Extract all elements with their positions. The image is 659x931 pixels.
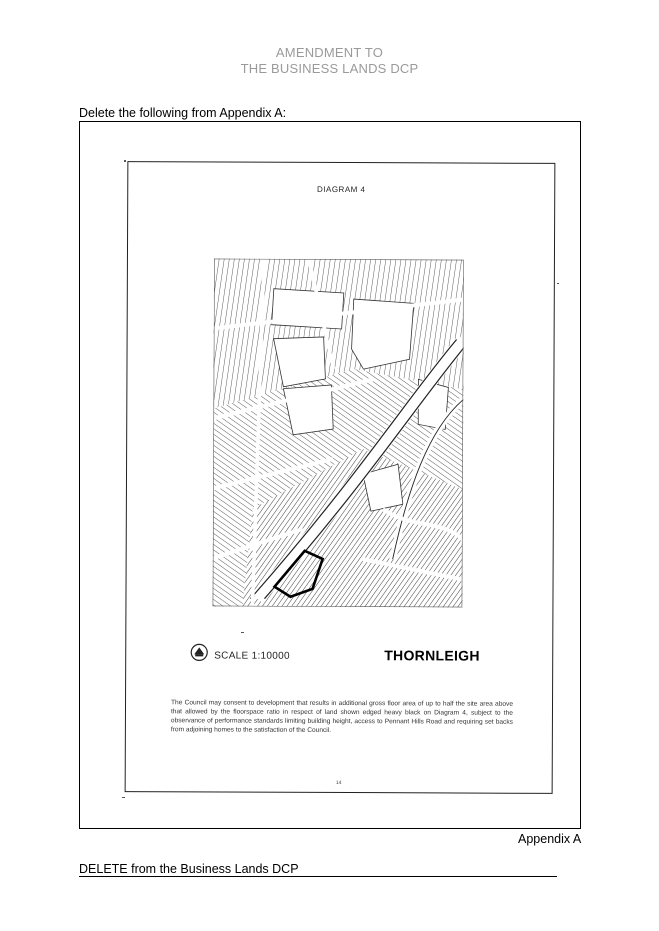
delete-instruction: DELETE from the Business Lands DCP	[79, 862, 557, 877]
street-map-drawing	[212, 258, 464, 607]
scan-speck	[241, 632, 244, 633]
appendix-label: Appendix A	[518, 832, 582, 846]
council-crest-icon	[190, 643, 208, 661]
scan-speck	[122, 797, 125, 798]
document-header	[0, 45, 659, 77]
map-scale: SCALE 1:10000	[214, 650, 290, 662]
header-line-2: THE BUSINESS LANDS DCP	[240, 61, 419, 76]
diagram-caption: The Council may consent to development that results in additional gross floor area of up to half the site area above that allowed by the floorspace ratio in respect of land shown edged heavy black on Diagram 4, subject to the observance of performance standards limiting building height, access to Pennant Hills Road and requiring set backs from adjoining homes to the satisfaction of the Council.	[170, 699, 514, 734]
street-map	[212, 258, 464, 607]
scanned-diagram-page	[125, 161, 556, 794]
scan-speck	[557, 283, 559, 284]
intro-text: Delete the following from Appendix A:	[79, 106, 287, 120]
place-name: THORNLEIGH	[384, 647, 480, 664]
scan-speck	[124, 160, 126, 162]
page-folio: 14	[335, 779, 342, 787]
diagram-label: DIAGRAM 4	[316, 184, 366, 195]
header-line-1: AMENDMENT TO	[275, 45, 384, 60]
